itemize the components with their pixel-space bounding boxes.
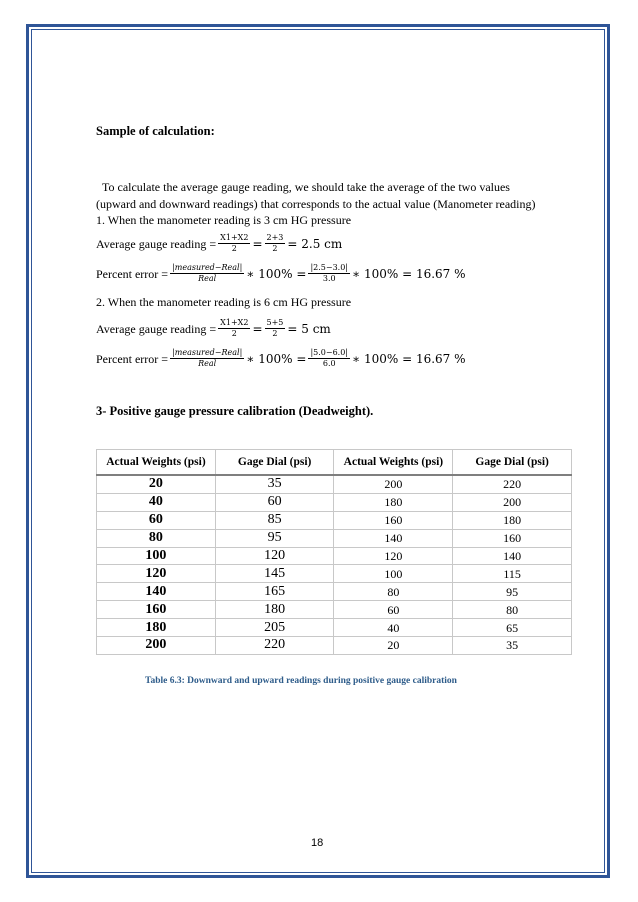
case2-err-result: ∗ 100% = 16.67 %: [352, 351, 466, 366]
case1-err-denominator: Real: [198, 274, 217, 283]
case2-average-formula: Average gauge reading = $\frac{X1+X2}{2}$ = $\frac{5+5}{2}$ = 5 cm: [96, 318, 331, 338]
case2-sub-fraction: [265, 318, 286, 339]
header-gage-dial-down: Gage Dial (psi): [453, 450, 572, 476]
table-cell: 200: [334, 475, 453, 493]
table-row: [97, 511, 572, 529]
table-row: [97, 583, 572, 601]
table-caption: Table 6.3: Downward and upward readings during positive gauge calibration: [145, 676, 457, 686]
case2-avg-result: = 5 cm: [287, 321, 331, 336]
table-cell: 95: [453, 583, 572, 601]
table-cell: 145: [215, 565, 334, 583]
table-cell: 160: [453, 529, 572, 547]
table-cell: 60: [334, 601, 453, 619]
case2-error-formula: [96, 348, 466, 369]
table-cell: 40: [334, 619, 453, 637]
table-cell: 35: [453, 637, 572, 655]
case1-avg-result: = 2.5 cm: [287, 236, 343, 251]
header-gage-dial-up: Gage Dial (psi): [215, 450, 334, 476]
table-cell: 20: [334, 637, 453, 655]
table-row: [97, 619, 572, 637]
case2-err-sub-numerator: |5.0−6.0|: [310, 348, 348, 357]
table-cell: 65: [453, 619, 572, 637]
case2-err-label: Percent error =: [96, 351, 169, 366]
case1-err-numerator: |measured−Real|: [172, 263, 243, 272]
case2-avg-fraction: [218, 318, 250, 339]
case1-avg-label: Average gauge reading =: [96, 236, 217, 251]
case2-title: 2. When the manometer reading is 6 cm HG pressure: [96, 295, 352, 309]
table-cell: 220: [453, 475, 572, 493]
table-cell: 80: [97, 529, 216, 547]
table-cell: 120: [97, 565, 216, 583]
case2-avg-numerator: X1+X2: [220, 318, 249, 327]
case2-err-sub-fraction: [308, 348, 350, 369]
header-actual-weights-up: Actual Weights (psi): [97, 450, 216, 476]
table-cell: 160: [97, 601, 216, 619]
case1-avg-fraction: [218, 233, 250, 254]
case2-avg-denominator: 2: [231, 329, 237, 338]
table-cell: 80: [334, 583, 453, 601]
case1-avg-denominator: 2: [231, 244, 237, 253]
table-row: [97, 475, 572, 493]
calculation-heading: Sample of calculation:: [96, 124, 215, 138]
case1-error-formula: [96, 263, 466, 284]
table-cell: 20: [97, 475, 216, 493]
table-cell: 115: [453, 565, 572, 583]
case2-err-denominator: Real: [198, 359, 217, 368]
table-cell: 200: [97, 637, 216, 655]
table-cell: 180: [97, 619, 216, 637]
table-cell: 140: [334, 529, 453, 547]
table-cell: 100: [334, 565, 453, 583]
table-cell: 160: [334, 511, 453, 529]
table-cell: 120: [334, 547, 453, 565]
case1-err-fraction: [170, 263, 244, 284]
case1-err-sub-numerator: |2.5−3.0|: [310, 263, 348, 272]
table-cell: 85: [215, 511, 334, 529]
table-cell: 220: [215, 637, 334, 655]
table-row: [97, 547, 572, 565]
header-actual-weights-down: Actual Weights (psi): [334, 450, 453, 476]
case1-average-formula: Average gauge reading = $\frac{X1+X2}{2}$ = $\frac{2+3}{2}$ = 2.5 cm: [96, 233, 343, 253]
table-cell: 60: [97, 511, 216, 529]
table-row: [97, 637, 572, 655]
table-row: [97, 601, 572, 619]
case2-err-sub-denominator: 6.0: [322, 359, 336, 368]
case1-err-mid: ∗ 100% =: [246, 266, 307, 281]
case1-sub-numerator: 2+3: [266, 233, 284, 242]
table-cell: 35: [215, 475, 334, 493]
section-title: 3- Positive gauge pressure calibration (Deadweight).: [96, 404, 374, 418]
case1-err-sub-denominator: 3.0: [322, 274, 336, 283]
case1-avg-numerator: X1+X2: [220, 233, 249, 242]
table-cell: 140: [453, 547, 572, 565]
intro-line-1: To calculate the average gauge reading, we should take the average of the two values: [102, 180, 510, 194]
page-number: 18: [311, 837, 324, 849]
table-cell: 120: [215, 547, 334, 565]
table-cell: 60: [215, 493, 334, 511]
table-cell: 180: [334, 493, 453, 511]
table-cell: 205: [215, 619, 334, 637]
table-row: [97, 529, 572, 547]
calibration-table: [96, 449, 572, 655]
table-cell: 165: [215, 583, 334, 601]
table-cell: 40: [97, 493, 216, 511]
case2-err-mid: ∗ 100% =: [246, 351, 307, 366]
intro-line-2: (upward and downward readings) that corresponds to the actual value (Manometer reading): [96, 197, 536, 211]
case1-title: 1. When the manometer reading is 3 cm HG pressure: [96, 213, 352, 227]
case2-err-fraction: [170, 348, 244, 369]
case2-sub-numerator: 5+5: [266, 318, 284, 327]
case2-sub-denominator: 2: [272, 329, 278, 338]
table-header-row: [97, 450, 572, 476]
case1-sub-fraction: [265, 233, 286, 254]
table-row: [97, 565, 572, 583]
table-cell: 180: [215, 601, 334, 619]
table-cell: 200: [453, 493, 572, 511]
table-cell: 140: [97, 583, 216, 601]
case1-err-sub-fraction: [308, 263, 350, 284]
table-cell: 95: [215, 529, 334, 547]
case2-avg-label: Average gauge reading =: [96, 321, 217, 336]
table-cell: 180: [453, 511, 572, 529]
case1-sub-denominator: 2: [272, 244, 278, 253]
case1-err-result: ∗ 100% = 16.67 %: [352, 266, 466, 281]
table-cell: 100: [97, 547, 216, 565]
table-cell: 80: [453, 601, 572, 619]
case1-err-label: Percent error =: [96, 266, 169, 281]
table-row: [97, 493, 572, 511]
case2-err-numerator: |measured−Real|: [172, 348, 243, 357]
